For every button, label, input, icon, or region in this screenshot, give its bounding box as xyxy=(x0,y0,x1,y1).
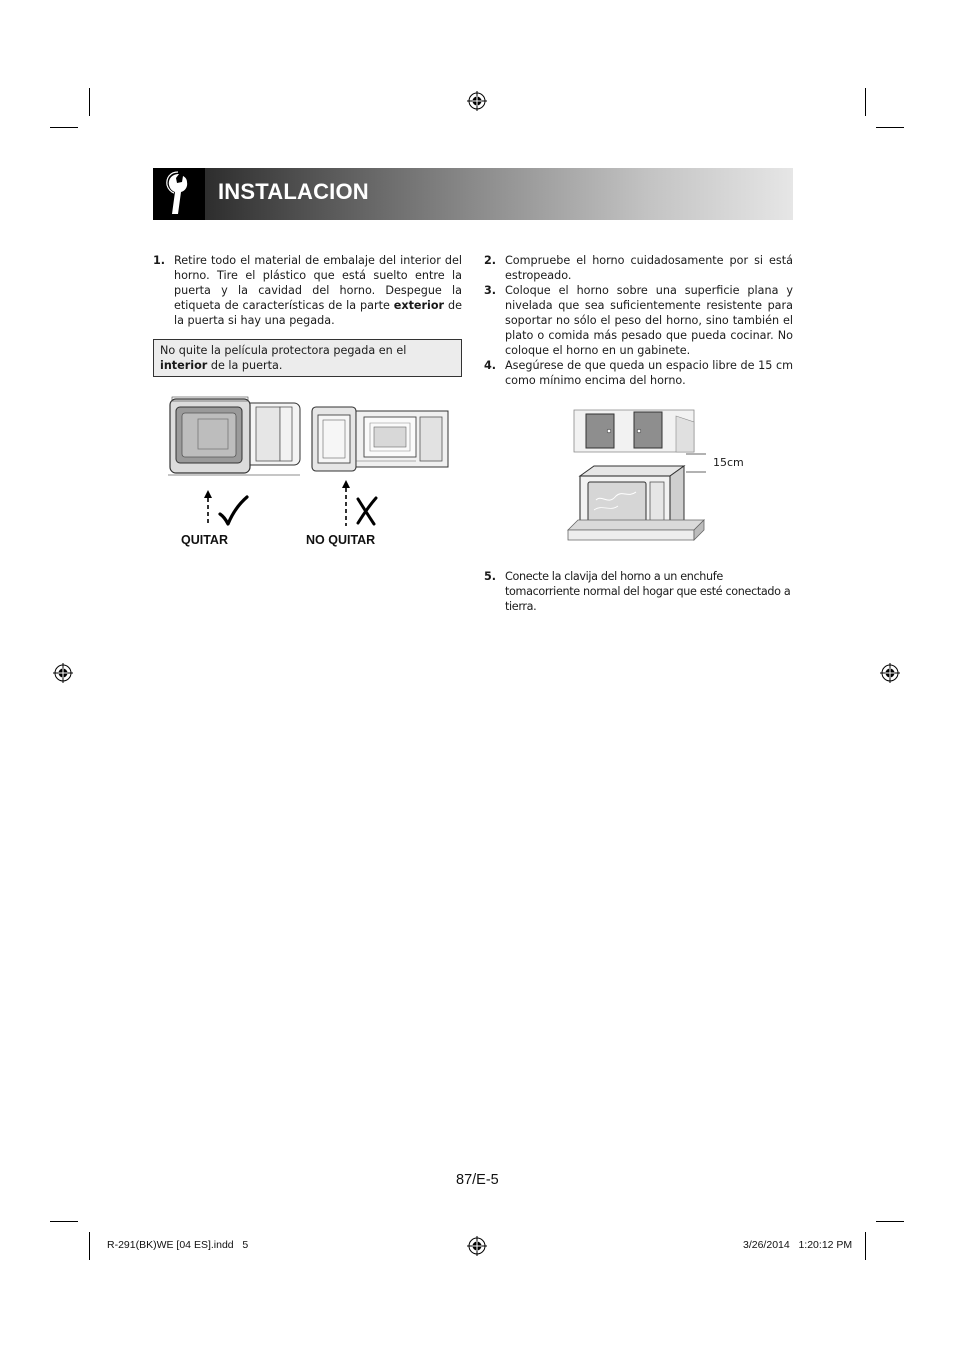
crop-mark xyxy=(876,1221,904,1222)
step-text: Asegúrese de que queda un espacio libre de 15 cm como mínimo encima del horno. xyxy=(505,359,793,387)
section-title: INSTALACION xyxy=(218,179,369,204)
registration-mark-icon xyxy=(53,663,73,683)
crop-mark xyxy=(50,1221,78,1222)
step-3 xyxy=(484,283,793,358)
footer-filename: R-291(BK)WE [04 ES].indd 5 xyxy=(107,1239,249,1251)
remove-label: QUITAR xyxy=(181,533,228,547)
crop-mark xyxy=(865,88,866,116)
clearance-illustration xyxy=(566,408,706,544)
clearance-label: 15cm xyxy=(713,456,744,469)
crop-mark xyxy=(50,127,78,128)
step-5 xyxy=(484,569,793,613)
step-1 xyxy=(153,253,462,331)
step-number: 3. xyxy=(484,284,497,297)
step-number: 2. xyxy=(484,254,497,267)
step-number: 4. xyxy=(484,359,497,372)
microwave-open xyxy=(312,407,448,471)
step-number: 1. xyxy=(153,254,166,267)
remove-arrow-icon xyxy=(200,490,216,526)
registration-mark-icon xyxy=(880,663,900,683)
step-4 xyxy=(484,358,793,388)
crop-mark xyxy=(89,88,90,116)
registration-mark-icon xyxy=(467,1236,487,1256)
section-header-icon-box xyxy=(153,168,205,220)
crop-mark xyxy=(876,127,904,128)
step-text: Retire todo el material de embalaje del interior del horno. Tire el plástico que está suelto entre la puerta y la cavidad del horno. Despegue la etiqueta de características de la parte exterior de la puerta si hay una pegada. xyxy=(174,254,462,327)
microwave-closed xyxy=(168,397,300,475)
crop-mark xyxy=(865,1232,866,1260)
registration-mark-icon xyxy=(467,91,487,111)
step-2 xyxy=(484,253,793,283)
footer-timestamp: 3/26/2014 1:20:12 PM xyxy=(743,1239,853,1251)
step-text: Conecte la clavija del horno a un enchufe tomacorriente normal del hogar que esté conectado a tierra. xyxy=(505,570,791,613)
microwave-film-illustration xyxy=(160,393,452,483)
check-mark-icon xyxy=(216,494,250,528)
crop-mark xyxy=(89,1232,90,1260)
step-text: Coloque el horno sobre una superficie plana y nivelada que sea suficientemente resistente para soportar no sólo el peso del horno, sino también el plato o comida más pesado que pueda cocinar. No coloque el horno en un gabinete. xyxy=(505,284,793,357)
step-text: Compruebe el horno cuidadosamente por si está estropeado. xyxy=(505,254,793,282)
wrench-icon xyxy=(153,168,205,220)
keep-arrow-icon xyxy=(338,480,354,526)
keep-label: NO QUITAR xyxy=(306,533,376,547)
page-number: 87/E-5 xyxy=(456,1172,499,1188)
step-number: 5. xyxy=(484,570,497,583)
note-box: No quite la película protectora pegada en el interior de la puerta. xyxy=(153,339,462,377)
cross-mark-icon xyxy=(354,496,380,526)
